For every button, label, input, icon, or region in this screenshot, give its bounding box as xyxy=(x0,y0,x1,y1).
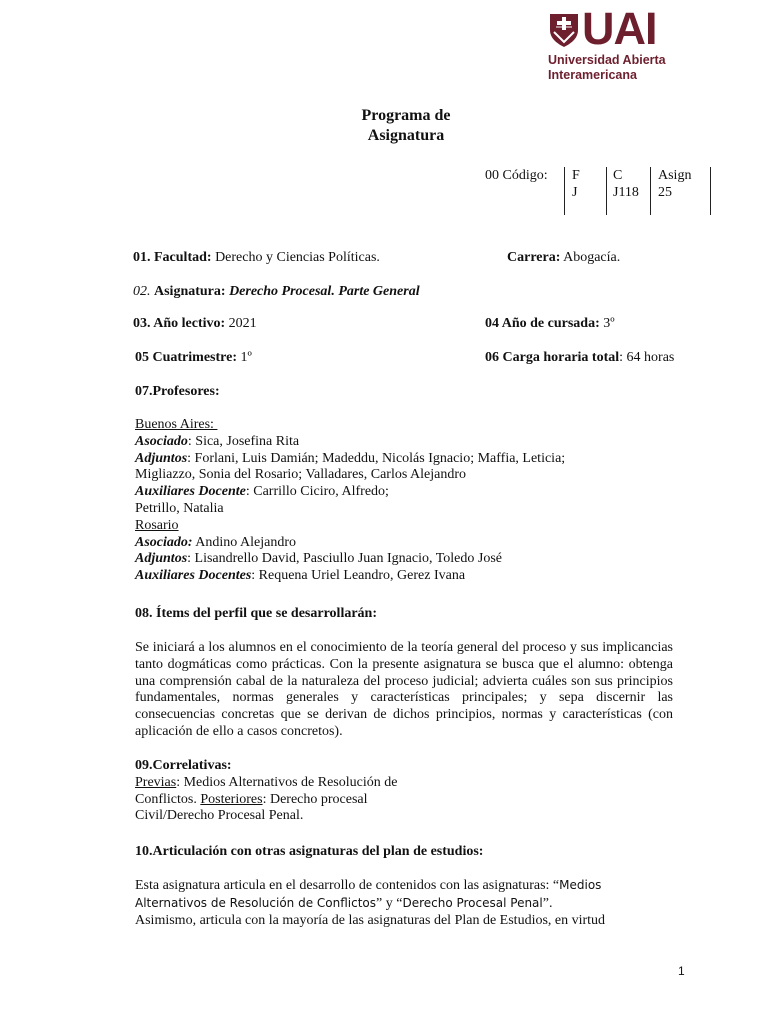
correlativas-heading: 09.Correlativas: xyxy=(135,758,232,773)
articulacion-heading: 10.Articulación con otras asignaturas del plan de estudios: xyxy=(135,844,484,859)
rosario-auxiliares-label: Auxiliares Docentes xyxy=(135,568,252,584)
page-number: 1 xyxy=(678,964,685,978)
articulacion-line-1: Esta asignatura articula en el desarrollo de contenidos con las asignaturas: “ xyxy=(135,878,560,893)
code-cell: J xyxy=(572,185,578,200)
anio-cursada-label: 04 Año de cursada: xyxy=(485,316,600,331)
anio-cursada-row xyxy=(485,316,615,333)
anio-lectivo-label: 03. Año lectivo: xyxy=(133,316,226,331)
code-cell: 25 xyxy=(658,185,672,200)
code-cell: F xyxy=(572,168,580,183)
anio-lectivo-row xyxy=(133,316,257,333)
profesores-list xyxy=(135,417,695,585)
items-perfil-heading: 08. Ítems del perfil que se desarrollarán: xyxy=(135,606,377,621)
logo-line-2: Interamericana xyxy=(548,68,637,82)
posteriores-value: : Derecho procesal xyxy=(262,791,368,807)
previas-label: Previas xyxy=(135,774,177,790)
rosario-adjuntos-value: : Lisandrello David, Pasciullo Juan Ignacio, Toledo José xyxy=(187,551,503,567)
asociado-value: : Sica, Josefina Rita xyxy=(187,433,300,449)
adjuntos-value: : Forlani, Luis Damián; Madeddu, Nicolás Ignacio; Maffia, Leticia; xyxy=(187,450,566,466)
previas-value: : Medios Alternativos de Resolución de xyxy=(176,774,398,790)
carga-horaria-row xyxy=(485,350,674,367)
anio-cursada-value: 3º xyxy=(603,316,615,331)
sede-buenos-aires: Buenos Aires: xyxy=(135,417,218,432)
articulacion-connector: ”. xyxy=(542,895,553,911)
articulacion-text xyxy=(135,877,695,929)
table-divider xyxy=(564,167,565,215)
table-divider xyxy=(606,167,607,215)
title-line-2: Asignatura xyxy=(367,127,445,144)
facultad-value: Derecho y Ciencias Políticas. xyxy=(215,250,380,265)
document-title xyxy=(300,106,512,146)
rosario-asociado-value: Andino Alejandro xyxy=(192,534,296,550)
code-cell: Asign xyxy=(658,168,692,183)
carrera-label: Carrera: xyxy=(507,250,561,265)
carga-horaria-label: 06 Carga horaria total xyxy=(485,350,620,365)
asignatura-label: Asignatura: xyxy=(154,284,226,299)
code-label: 00 Código: xyxy=(485,168,548,183)
facultad-row xyxy=(133,250,380,267)
posteriores-value-cont: Civil/Derecho Procesal Penal. xyxy=(135,808,304,824)
adjuntos-value-cont: Migliazzo, Sonia del Rosario; Valladares, Carlos Alejandro xyxy=(135,467,467,483)
asignatura-row xyxy=(133,284,420,301)
asignatura-number: 02. xyxy=(133,284,151,299)
correlativas-block xyxy=(135,758,455,825)
rosario-auxiliares-value: : Requena Uriel Leandro, Gerez Ivana xyxy=(251,568,466,584)
posteriores-label: Posteriores xyxy=(200,791,263,807)
articulacion-connector: ” y “ xyxy=(376,895,403,911)
code-cell: J118 xyxy=(613,185,639,200)
logo-line-1: Universidad Abierta xyxy=(548,53,666,67)
auxiliares-value: : Carrillo Ciciro, Alfredo; xyxy=(245,484,389,500)
adjuntos-label: Adjuntos xyxy=(135,450,188,466)
asignatura-value: Derecho Procesal. Parte General xyxy=(229,284,420,299)
rosario-asociado-label: Asociado: xyxy=(135,534,193,550)
table-divider xyxy=(650,167,651,215)
anio-lectivo-value: 2021 xyxy=(228,316,257,331)
logo-wordmark: UAI xyxy=(582,3,657,54)
articulacion-line-3: Asimismo, articula con la mayoría de las asignaturas del Plan de Estudios, en virtud xyxy=(135,912,606,928)
auxiliares-label: Auxiliares Docente xyxy=(135,484,246,500)
sede-rosario: Rosario xyxy=(135,517,179,533)
articulacion-subject: Medios xyxy=(559,878,602,892)
cross-shield-icon xyxy=(548,12,580,48)
items-perfil-text: Se iniciará a los alumnos en el conocimiento de la teoría general del proceso y sus implicancias tanto dogmáticas como prácticas. Con la presente asignatura se busca que el alumno: obtenga una comprensión cabal de la naturaleza del proceso judicial; advierta cuáles son sus principios fundamentales, normas generales y características principales; y sepa discernir las consecuencias concretas que se derivan de dichos principios, normas y características (con aplicación de ello a casos concretos). xyxy=(135,640,673,739)
asociado-label: Asociado xyxy=(135,433,188,449)
facultad-number: 01. xyxy=(133,250,151,265)
cuatrimestre-label: 05 Cuatrimestre: xyxy=(135,350,237,365)
code-cell: C xyxy=(613,168,623,183)
carga-horaria-value: : 64 horas xyxy=(619,350,675,365)
university-logo xyxy=(546,3,696,84)
facultad-label: Facultad: xyxy=(154,250,212,265)
articulacion-subject: Derecho Procesal Penal xyxy=(402,895,543,910)
rosario-adjuntos-label: Adjuntos xyxy=(135,551,188,567)
carrera-value: Abogacía. xyxy=(563,250,621,265)
title-line-1: Programa de xyxy=(361,107,451,124)
profesores-heading: 07.Profesores: xyxy=(135,384,220,399)
cuatrimestre-row xyxy=(135,350,252,367)
cuatrimestre-value: 1º xyxy=(240,350,252,365)
table-divider xyxy=(710,167,711,215)
auxiliares-value-cont: Petrillo, Natalia xyxy=(135,500,224,516)
previas-value-cont: Conflictos. xyxy=(135,791,201,807)
articulacion-subject: Alternativos de Resolución de Conflictos xyxy=(135,895,377,910)
carrera-row xyxy=(507,250,620,267)
